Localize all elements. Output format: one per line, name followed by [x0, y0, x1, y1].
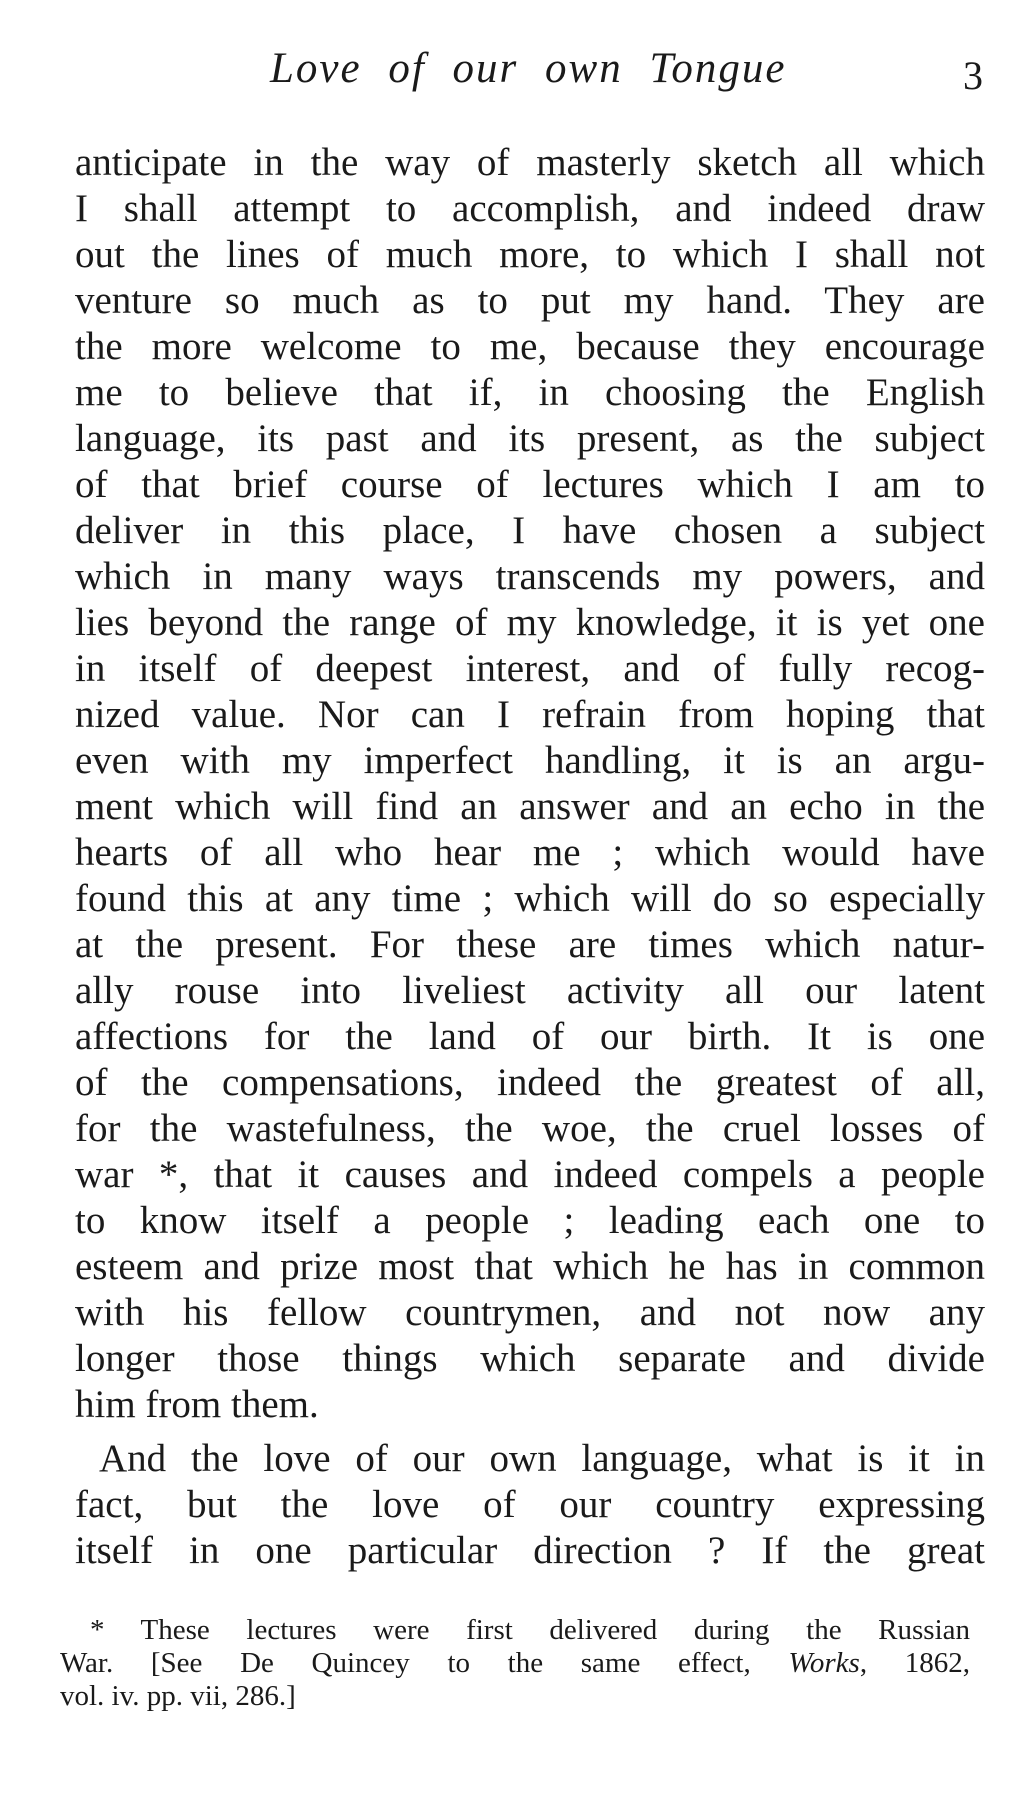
text-line: itself in one particular direction ? If the great	[75, 1529, 985, 1572]
text-line: deliver in this place, I have chosen a subject	[75, 509, 985, 552]
text-line: of that brief course of lectures which I am to	[75, 463, 985, 506]
footnote-text: , 1862,	[859, 1647, 971, 1679]
footnote-line: * These lectures were first delivered during the Russian	[90, 1614, 970, 1646]
footnote-italic-title: Works	[788, 1647, 860, 1679]
running-title: Love of our own Tongue	[270, 45, 787, 92]
footnote-text: War. [See De Quincey to the same effect,	[60, 1647, 789, 1679]
text-line: fact, but the love of our country expressing	[75, 1483, 985, 1526]
page-number: 3	[963, 53, 983, 98]
paragraph-gap	[75, 1428, 985, 1436]
text-line: language, its past and its present, as the subject	[75, 417, 985, 460]
text-line: for the wastefulness, the woe, the cruel losses of	[75, 1107, 985, 1150]
text-line: out the lines of much more, to which I shall not	[75, 233, 985, 276]
body-text	[75, 140, 985, 1574]
text-line: at the present. For these are times which natur-	[75, 923, 985, 966]
text-line: nized value. Nor can I refrain from hoping that	[75, 693, 985, 736]
text-line: affections for the land of our birth. It is one	[75, 1015, 985, 1058]
text-line: lies beyond the range of my knowledge, it is yet one	[75, 601, 985, 644]
text-line: him from them.	[75, 1383, 319, 1426]
text-line: anticipate in the way of masterly sketch all which	[75, 141, 985, 184]
text-line: with his fellow countrymen, and not now any	[75, 1291, 985, 1334]
text-line: war *, that it causes and indeed compels a people	[75, 1153, 985, 1196]
text-line: esteem and prize most that which he has in common	[75, 1245, 985, 1288]
footnote-line: vol. iv. pp. vii, 286.]	[60, 1680, 296, 1712]
text-line: the more welcome to me, because they encourage	[75, 325, 985, 368]
text-line: And the love of our own language, what is it in	[99, 1437, 985, 1480]
footnote	[60, 1614, 970, 1713]
text-line: even with my imperfect handling, it is an argu-	[75, 739, 985, 782]
text-line: venture so much as to put my hand. They are	[75, 279, 985, 322]
text-line: of the compensations, indeed the greatest of all,	[75, 1061, 985, 1104]
text-line: ment which will find an answer and an echo in the	[75, 785, 985, 828]
text-line: which in many ways transcends my powers, and	[75, 555, 985, 598]
text-line: ally rouse into liveliest activity all our latent	[75, 969, 985, 1012]
running-head	[0, 44, 1024, 104]
text-line: hearts of all who hear me ; which would have	[75, 831, 985, 874]
text-line: I shall attempt to accomplish, and indeed draw	[75, 187, 985, 230]
footnote-line	[60, 1647, 970, 1680]
text-line: longer those things which separate and divide	[75, 1337, 985, 1380]
text-line: me to believe that if, in choosing the English	[75, 371, 985, 414]
text-line: found this at any time ; which will do so especially	[75, 877, 985, 920]
text-line: to know itself a people ; leading each one to	[75, 1199, 985, 1242]
text-line: in itself of deepest interest, and of fully recog-	[75, 647, 985, 690]
